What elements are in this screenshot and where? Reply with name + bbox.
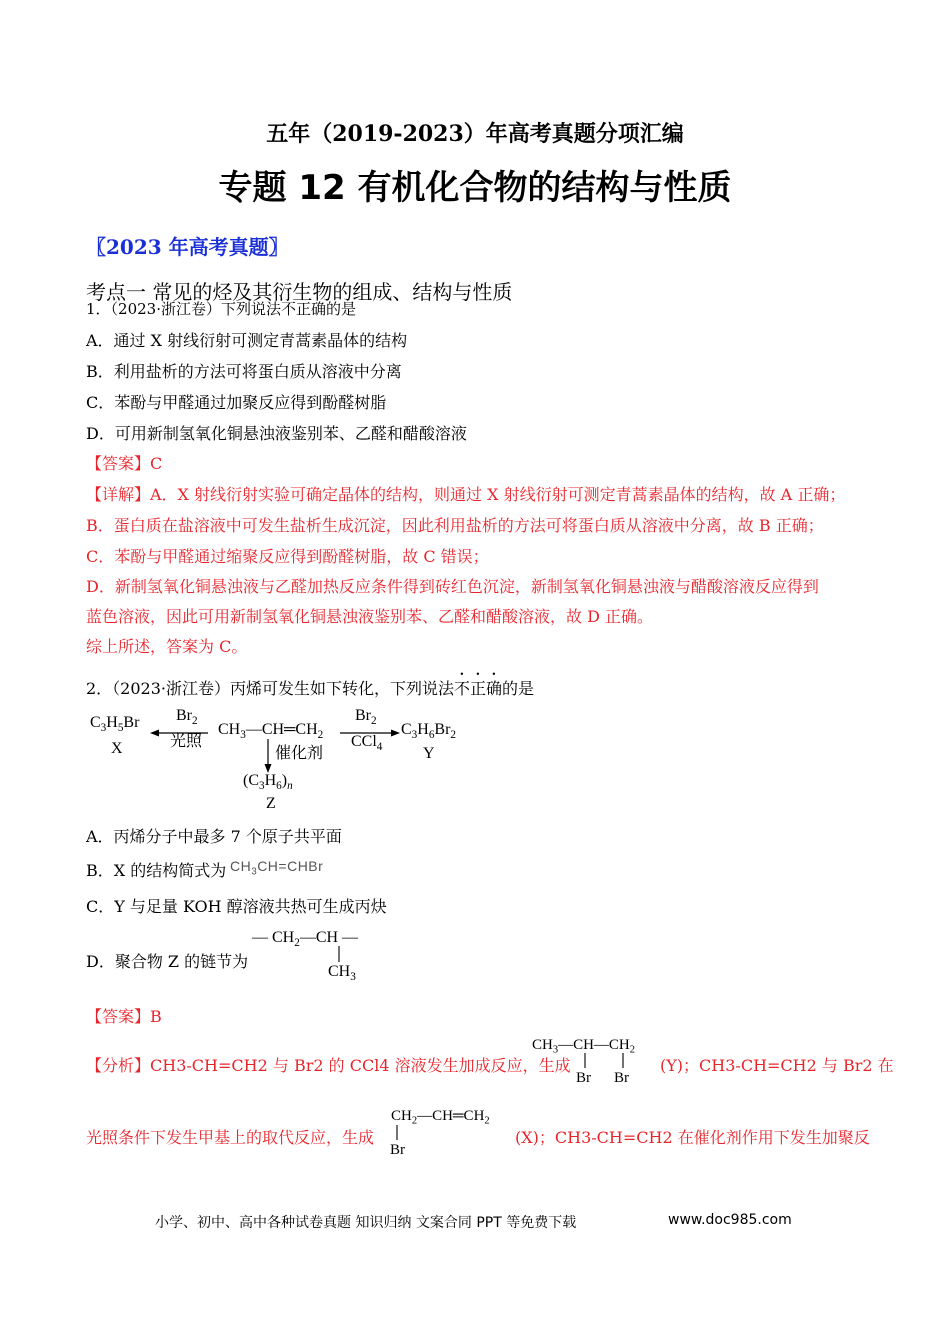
chain-unit-bond	[337, 946, 341, 964]
left-arrow	[150, 729, 210, 737]
analysis-line-1-text: CH3-CH=CH2 与 Br2 的 CCl4 溶液发生加成反应，生成	[150, 1056, 571, 1075]
q1-explanation-5: 蓝色溶液，因此可用新制氢氧化铜悬浊液鉴别苯、乙醛和醋酸溶液，故 D 正确。	[86, 607, 654, 626]
q2-stem-emphasis: 不正确	[454, 679, 503, 698]
q1-explanation-3: C．苯酚与甲醛通过缩聚反应得到酚醛树脂，故 C 错误；	[86, 547, 489, 566]
q2-option-d: D．聚合物 Z 的链节为	[86, 952, 249, 971]
q2-analysis-line-1b: (Y)；CH3-CH=CH2 与 Br2 在	[660, 1056, 894, 1075]
q1-explanation-2: B．蛋白质在盐溶液中可发生盐析生成沉淀，因此利用盐析的方法可将蛋白质从溶液中分离，故 B 正确；	[86, 516, 824, 535]
q2-answer: 【答案】B	[86, 1007, 162, 1026]
z-label: Z	[266, 795, 276, 812]
q1-option-c: C．苯酚与甲醛通过加聚反应得到酚醛树脂	[86, 393, 387, 412]
y-label: Y	[423, 745, 435, 762]
q1-answer: 【答案】C	[86, 454, 163, 473]
q2-option-b: B．X 的结构简式为	[86, 861, 227, 880]
q2-option-c: C．Y 与足量 KOH 醇溶液共热可生成丙炔	[86, 897, 387, 916]
q1-explanation-6: 综上所述，答案为 C。	[86, 637, 248, 656]
q2-analysis-line-2: 光照条件下发生甲基上的取代反应，生成	[86, 1128, 375, 1147]
page-title: 专题 12 有机化合物的结构与性质	[218, 168, 732, 208]
q1-explanation-4: D．新制氢氧化铜悬浊液与乙醛加热反应条件得到砖红色沉淀，新制氢氧化铜悬浊液与醋酸溶液反应得到	[86, 577, 819, 596]
x-formula: $C_3H_5Br$	[90, 714, 140, 734]
q1-option-b: B．利用盐析的方法可将蛋白质从溶液中分离	[86, 362, 402, 381]
y-structure-br-2: Br	[614, 1070, 629, 1086]
y-formula: $C_3H_6Br_2$	[401, 721, 457, 741]
y-structure-br-1: Br	[576, 1070, 591, 1086]
propene-formula: $CH_3—CH═CH_2$	[218, 721, 324, 741]
q2-stem	[86, 670, 534, 700]
x-label: X	[111, 740, 123, 757]
q1-explanation-1: 【详解】A．X 射线衍射实验可确定晶体的结构，则通过 X 射线衍射可测定青蒿素晶体的结构，故 A 正确；	[86, 485, 846, 504]
year-section-heading: 〖2023 年高考真题〗	[86, 235, 289, 259]
q1-stem: 1．（2023·浙江卷）下列说法不正确的是	[86, 300, 356, 318]
arrow-right-bottom-condition: CCl$_4$	[351, 733, 383, 753]
q2-option-a: A．丙烯分子中最多 7 个原子共平面	[86, 827, 342, 846]
footer-url[interactable]: www.doc985.com	[668, 1212, 792, 1228]
topic-heading: 考点一 常见的烃及其衍生物的组成、结构与性质	[86, 280, 513, 304]
x-structure-main: $CH_2—CH═CH_2$	[391, 1108, 490, 1127]
q2-analysis-line-2b: (X)；CH3-CH=CH2 在催化剂作用下发生加聚反	[515, 1128, 870, 1147]
arrow-down-catalyst: 催化剂	[275, 745, 324, 762]
q2-stem-prefix: 2．（2023·浙江卷）丙烯可发生如下转化，下列说法	[86, 679, 454, 698]
q1-option-d: D．可用新制氢氧化铜悬浊液鉴别苯、乙醛和醋酸溶液	[86, 424, 467, 443]
arrow-left-top-reagent: $Br_2$	[176, 707, 198, 727]
arrow-left-bottom-condition: 光照	[170, 733, 203, 750]
x-structure-bond	[395, 1125, 399, 1143]
option-b-formula: $CH_3CH=CHBr$	[230, 858, 324, 878]
z-formula: $(C_3H_6)_n$	[243, 772, 293, 792]
q2-analysis-line-1	[86, 1055, 571, 1077]
q2-stem-suffix: 的是	[502, 679, 535, 698]
y-structure-main: $CH_3—CH—CH_2$	[532, 1037, 636, 1056]
y-structure-bonds	[583, 1053, 627, 1071]
q1-option-a: A．通过 X 射线衍射可测定青蒿素晶体的结构	[86, 331, 408, 350]
footer-text: 小学、初中、高中各种试卷真题 知识归纳 文案合同 PPT 等免费下载	[155, 1215, 577, 1231]
chain-unit-top: — $CH_2—CH$ —	[252, 929, 359, 949]
right-arrow	[340, 729, 400, 737]
arrow-right-top-reagent: $Br_2$	[355, 707, 377, 727]
subtitle: 五年（2019-2023）年高考真题分项汇编	[266, 121, 684, 147]
chain-unit-methyl: $CH_3$	[328, 963, 356, 983]
x-structure-br: Br	[390, 1142, 405, 1158]
analysis-label: 【分析】	[86, 1056, 151, 1075]
down-arrow	[264, 739, 272, 773]
